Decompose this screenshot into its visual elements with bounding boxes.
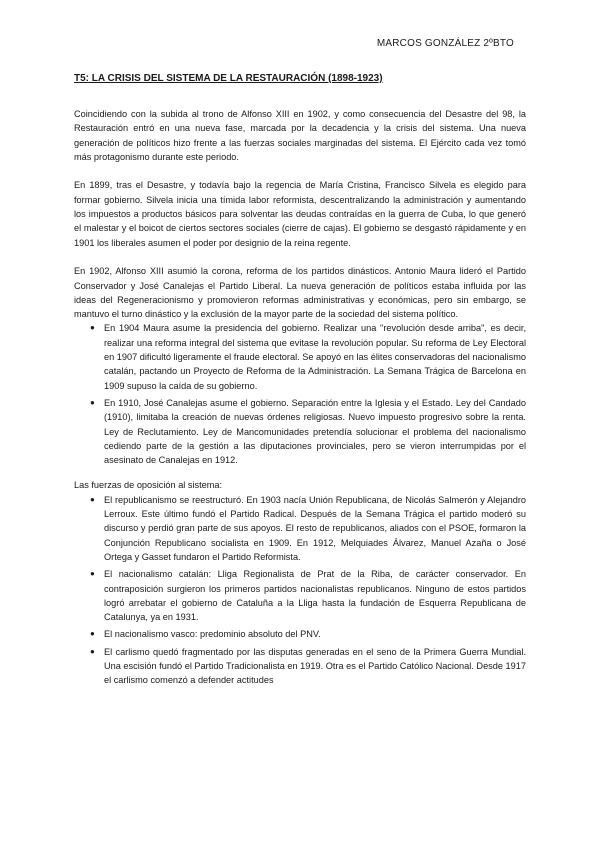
opposition-list	[74, 493, 526, 688]
opposition-heading: Las fuerzas de oposición al sistema:	[74, 480, 223, 491]
reform-list	[74, 321, 526, 467]
bullet-icon: ●	[90, 646, 95, 656]
alfonso-paragraph: En 1902, Alfonso XIII asumió la corona, reforma de los partidos dinásticos. Antonio Maura lideró el Partido Conservador y José Canalejas el Partido Liberal. La nueva generación de políticos estaba influida por las ideas del Regeneracionismo y promovieron reformas administrativas y económicas, pero sin embargo, se mantuvo el turno dinástico y la exclusión de la mayor parte de la sociedad del sistema político.	[74, 266, 526, 320]
bullet-icon: ●	[90, 323, 95, 333]
silvela-paragraph: En 1899, tras el Desastre, y todavía bajo la regencia de María Cristina, Francisco Silvela es elegido para formar gobierno. Silvela inicia una tímida labor reformista, descentralizando la administración y aumentando los impuestos a productos básicos para solventar las deudas contraídas en la guerra de Cuba, lo que generó el malestar y el boicot de ciertos sectores sociales (cierre de cajas). El gobierno se desgastó rápidamente y en 1901 los liberales asumen el poder por designio de la reina regente.	[74, 180, 526, 248]
bullet-icon: ●	[90, 494, 95, 504]
list-item-text: En 1904 Maura asume la presidencia del gobierno. Realizar una "revolución desde arriba", es decir, realizar una reforma integral del sistema que evitase la revolución popular. Su reforma de Ley Electoral en 1907 dificultó ligeramente el fraude electoral. Se apoyó en las élites conservadoras del nacionalismo catalán, pactando un Proyecto de Reforma de la Administración. La Semana Trágica de Barcelona en 1909 supuso la caída de su gobierno.	[104, 323, 526, 391]
author-header: MARCOS GONZÁLEZ 2ºBTO	[376, 38, 514, 49]
list-item-text: El republicanismo se reestructuró. En 1903 nacía Unión Republicana, de Nicolás Salmerón y Alejandro Lerroux. Este último fundó el Partido Radical. Después de la Semana Trágica el partido moderó su discurso y perdió gran parte de sus apoyos. El resto de republicanos, aliados con el PSOE, formaron la Conjunción Republicano socialista en 1909. En 1912, Melquiades Álvarez, Manuel Azaña o José Ortega y Gasset fundaron el Partido Reformista.	[104, 494, 526, 562]
list-item	[74, 493, 526, 564]
intro-paragraph: Coincidiendo con la subida al trono de Alfonso XIII en 1902, y como consecuencia del Desastre del 98, la Restauración entró en una nueva fase, marcada por la decadencia y la crisis del sistema. Una nueva generación de políticos hizo frente a las fuerzas sociales marginadas del sistema. El Ejército cada vez tomó más protagonismo durante este periodo.	[74, 109, 526, 162]
bullet-icon: ●	[90, 397, 95, 407]
list-item-text: El nacionalismo vasco: predominio absoluto del PNV.	[104, 629, 321, 640]
list-item-text: El nacionalismo catalán: Lliga Regionalista de Prat de la Riba, de carácter conservador. En contraposición surgieron los primeros partidos nacionalistas republicanos. Ninguno de estos partidos logró arrebatar el gobierno de Cataluña a la Lliga hasta la fundación de Esquerra Republicana de Catalunya, ya en 1931.	[104, 569, 526, 623]
list-item	[74, 627, 526, 641]
document-title: T5: LA CRISIS DEL SISTEMA DE LA RESTAURACIÓN (1898-1923)	[74, 73, 383, 84]
list-item-text: El carlismo quedó fragmentado por las disputas generadas en el seno de la Primera Guerra Mundial. Una escisión fundó el Partido Tradicionalista en 1919. Otra es el Partido Católico Nacional. Desde 1917 el carlismo comenzó a defender actitudes	[104, 646, 526, 686]
list-item	[74, 396, 526, 467]
bullet-icon: ●	[90, 629, 95, 639]
bullet-icon: ●	[90, 569, 95, 579]
list-item	[74, 321, 526, 392]
list-item-text: En 1910, José Canalejas asume el gobierno. Separación entre la Iglesia y el Estado. Ley del Candado (1910), limitaba la creación de nuevas órdenes religiosas. Nuevo impuesto progresivo sobre la renta. Ley de Reclutamiento. Ley de Mancomunidades pretendía solucionar el problema del nacionalismo cediendo parte de la gestión a las diputaciones provinciales, pero se vieron interrumpidas por el asesinato de Canalejas en 1912.	[104, 397, 526, 466]
document-body	[74, 107, 526, 691]
list-item	[74, 645, 526, 688]
list-item	[74, 567, 526, 624]
